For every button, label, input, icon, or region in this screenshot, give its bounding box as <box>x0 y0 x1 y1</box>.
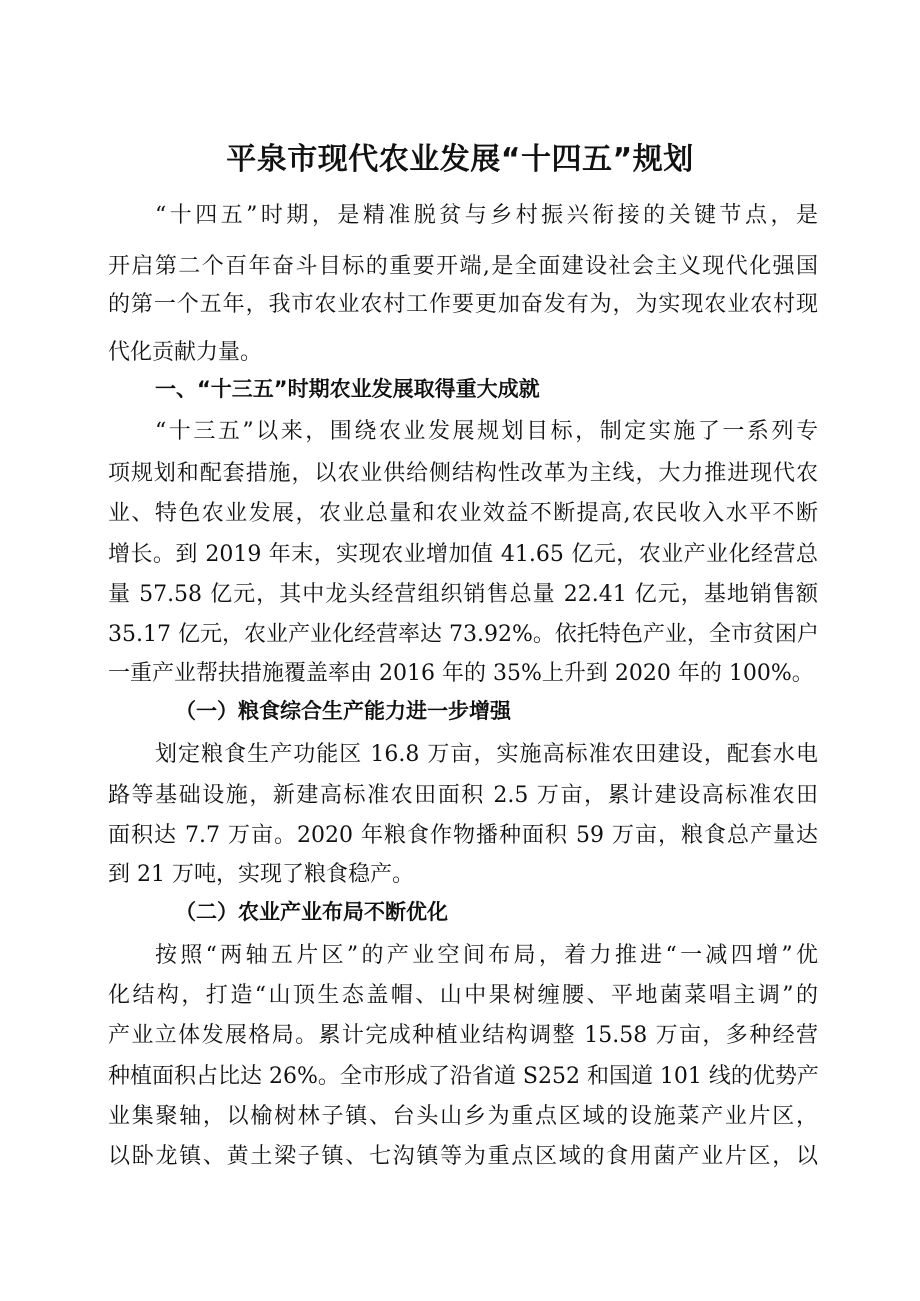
paragraph-line: “十三五”以来，围绕农业发展规划目标，制定实施了一系列专 <box>155 419 818 444</box>
paragraph-line: 种植面积占比达 26%。全市形成了沿省道 S252 和国道 101 线的优势产 <box>108 1064 819 1089</box>
paragraph-line: 路等基础设施，新建高标准农田面积 2.5 万亩，累计建设高标准农田 <box>108 783 818 808</box>
paragraph-line: “十四五”时期，是精准脱贫与乡村振兴衔接的关键节点，是 <box>155 203 818 228</box>
paragraph-line: 开启第二个百年奋斗目标的重要开端,是全面建设社会主义现代化强国 <box>108 254 818 279</box>
subsection-heading: （一）粮食综合生产能力进一步增强 <box>175 699 511 723</box>
paragraph-line: 业集聚轴，以榆树林子镇、台头山乡为重点区域的设施菜产业片区， <box>108 1104 818 1129</box>
paragraph-line: 化结构，打造“山顶生态盖帽、山中果树缠腰、平地菌菜唱主调”的 <box>108 983 818 1008</box>
paragraph-line: 业、特色农业发展，农业总量和农业效益不断提高,农民收入水平不断 <box>108 501 818 526</box>
paragraph-line: 产业立体发展格局。累计完成种植业结构调整 15.58 万亩，多种经营 <box>108 1023 818 1048</box>
paragraph-line: 划定粮食生产功能区 16.8 万亩，实施高标准农田建设，配套水电 <box>155 742 818 767</box>
document-title: 平泉市现代农业发展“十四五”规划 <box>226 142 694 177</box>
paragraph-line: 代化贡献力量。 <box>108 340 263 365</box>
paragraph-line: 按照“两轴五片区”的产业空间布局，着力推进“一减四增”优 <box>155 943 818 968</box>
paragraph-line: 的第一个五年，我市农业农村工作要更加奋发有为，为实现农业农村现 <box>108 292 818 317</box>
paragraph-line: 量 57.58 亿元，其中龙头经营组织销售总量 22.41 亿元，基地销售额 <box>108 582 818 607</box>
paragraph-line: 35.17 亿元，农业产业化经营率达 73.92%。依托特色产业，全市贫困户 <box>108 622 819 647</box>
paragraph-line: 面积达 7.7 万亩。2020 年粮食作物播种面积 59 万亩，粮食总产量达 <box>108 823 818 848</box>
paragraph-line: 到 21 万吨，实现了粮食稳产。 <box>108 862 414 887</box>
paragraph-line: 一重产业帮扶措施覆盖率由 2016 年的 35%上升到 2020 年的 100%。 <box>108 661 814 686</box>
section-heading: 一、“十三五”时期农业发展取得重大成就 <box>155 377 540 401</box>
subsection-heading: （二）农业产业布局不断优化 <box>175 900 448 924</box>
paragraph-line: 项规划和配套措施，以农业供给侧结构性改革为主线，大力推进现代农 <box>108 461 818 486</box>
paragraph-line: 增长。到 2019 年末，实现农业增加值 41.65 亿元，农业产业化经营总 <box>108 542 818 567</box>
paragraph-line: 以卧龙镇、黄土梁子镇、七沟镇等为重点区域的食用菌产业片区，以 <box>108 1144 818 1169</box>
